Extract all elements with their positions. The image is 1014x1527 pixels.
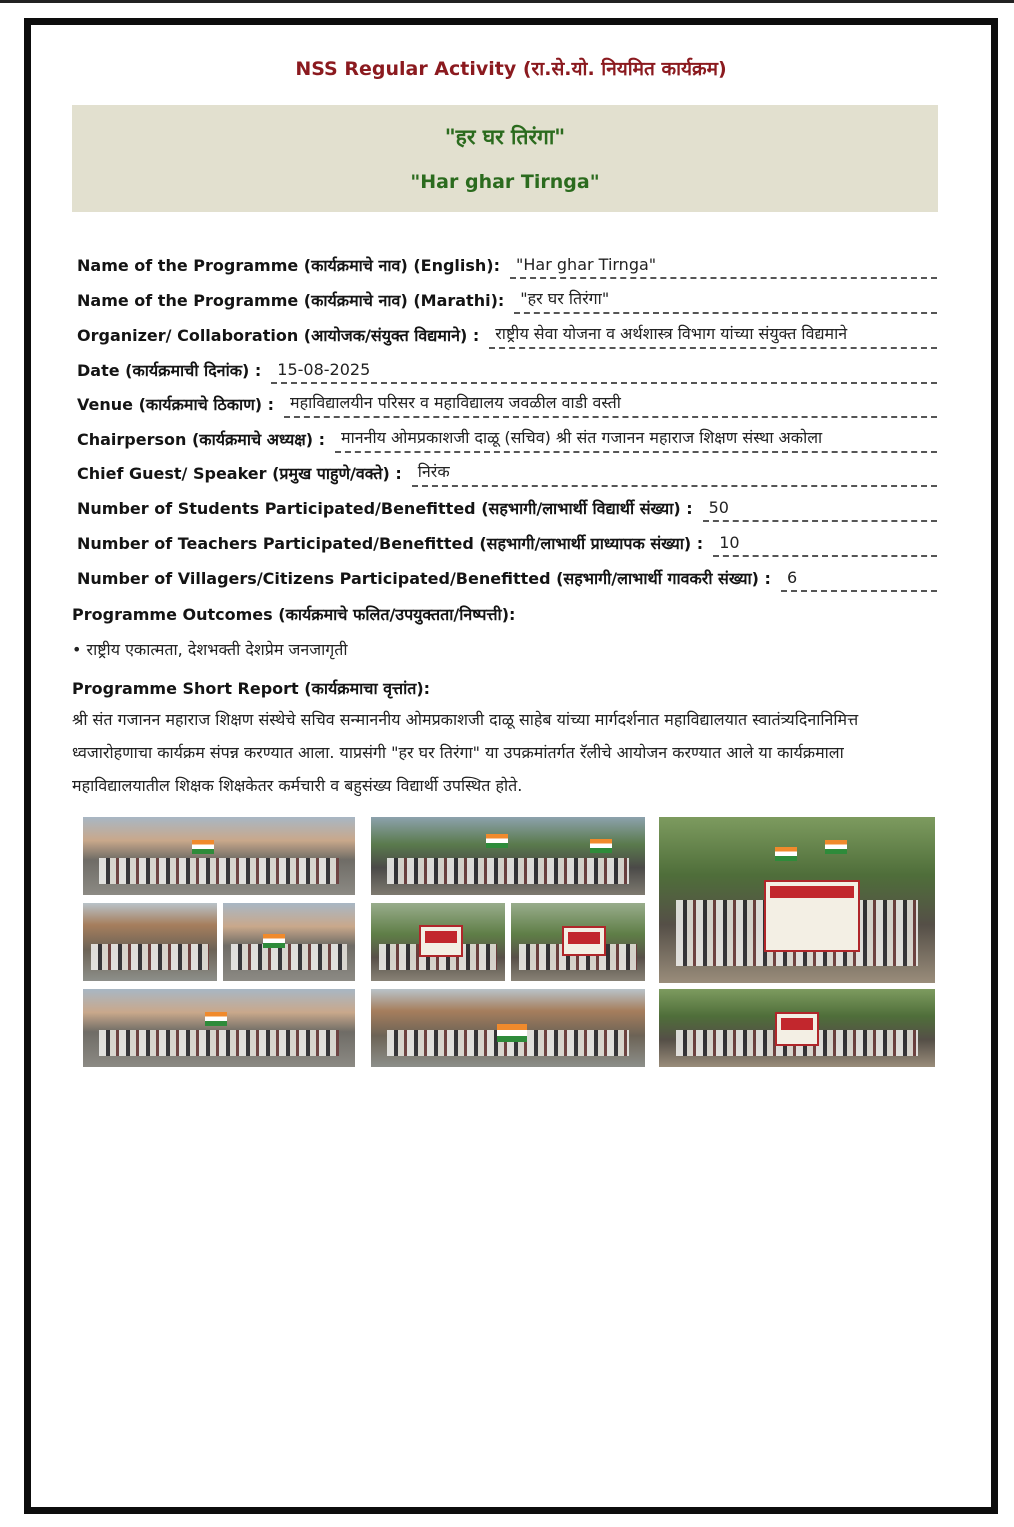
top-rule — [0, 0, 1014, 3]
field-name-marathi — [77, 286, 937, 314]
field-value: महाविद्यालयीन परिसर व महाविद्यालय जवळील वाडी वस्ती — [284, 391, 937, 418]
field-venue — [77, 390, 937, 418]
banner-group-photo-2 — [657, 987, 937, 1069]
field-label: Number of Students Participated/Benefitted (सहभागी/लाभार्थी विद्यार्थी संख्या) : — [77, 499, 693, 518]
banner-title-english: "Har ghar Tirnga" — [410, 171, 600, 193]
field-value: 10 — [713, 533, 937, 557]
field-label: Venue (कार्यक्रमाचे ठिकाण) : — [77, 395, 275, 414]
field-value: 50 — [703, 498, 937, 522]
banner-title-marathi: "हर घर तिरंगा" — [444, 125, 566, 149]
rally-group-photo-1 — [81, 901, 219, 983]
field-value: निरंक — [412, 460, 937, 487]
field-value: 6 — [781, 568, 937, 592]
flag-hoisting-photo-2 — [369, 815, 647, 897]
field-value: राष्ट्रीय सेवा योजना व अर्थशास्त्र विभाग यांच्या संयुक्त विद्यमाने — [489, 322, 937, 349]
flag-hoisting-photo-1 — [81, 815, 357, 897]
field-label: Number of Teachers Participated/Benefitted (सहभागी/लाभार्थी प्राध्यापक संख्या) : — [77, 534, 704, 553]
field-chief-guest — [77, 459, 937, 487]
photo-gallery — [81, 815, 941, 1075]
students-line-photo — [81, 987, 357, 1069]
banner-group-photo-1 — [221, 901, 357, 983]
flag-hoisting-photo-3 — [369, 987, 647, 1069]
report-text: श्री संत गजानन महाराज शिक्षण संस्थेचे सचिव सन्माननीय ओमप्रकाशजी दाळू साहेब यांच्या मार्गदर्शनात महाविद्यालयात स्वातंत्र्यदिनानिमित्त ध्वजारोहणाचा कार्यक्रम संपन्न करण्यात आला. याप्रसंगी "हर घर तिरंगा" या उपक्रमांतर्गत रॅलीचे आयोजन करण्यात आले या कार्यक्रमाला महाविद्यालयातील शिक्षक शिक्षकेतर कर्मचारी व बहुसंख्य विद्यार्थी उपस्थित होते. — [72, 710, 859, 795]
field-date — [77, 356, 937, 384]
rally-group-photo-4 — [657, 815, 937, 985]
field-value: "Har ghar Tirnga" — [510, 255, 937, 279]
field-label: Date (कार्यक्रमाची दिनांक) : — [77, 361, 262, 380]
field-label: Name of the Programme (कार्यक्रमाचे नाव) (Marathi): — [77, 291, 505, 310]
field-value: 15-08-2025 — [271, 360, 937, 384]
field-label: Organizer/ Collaboration (आयोजक/संयुक्त विद्यमाने) : — [77, 326, 480, 345]
report-heading: Programme Short Report (कार्यक्रमाचा वृत्तांत): — [72, 679, 431, 698]
field-value: "हर घर तिरंगा" — [514, 287, 937, 314]
outcomes-heading: Programme Outcomes (कार्यक्रमाचे फलित/उपयुक्तता/निष्पत्ती): — [72, 605, 516, 624]
field-label: Chairperson (कार्यक्रमाचे अध्यक्ष) : — [77, 430, 326, 449]
field-name-english — [77, 251, 937, 279]
page-title: NSS Regular Activity (रा.से.यो. नियमित कार्यक्रम) — [295, 58, 727, 80]
rally-group-photo-3 — [509, 901, 647, 983]
programme-banner — [72, 105, 938, 212]
rally-group-photo-2 — [369, 901, 507, 983]
field-value: माननीय ओमप्रकाशजी दाळू (सचिव) श्री संत गजानन महाराज शिक्षण संस्था अकोला — [335, 426, 937, 453]
document-frame — [24, 18, 998, 1514]
field-label: Number of Villagers/Citizens Participated/Benefitted (सहभागी/लाभार्थी गावकरी संख्या) : — [77, 569, 771, 588]
field-chairperson — [77, 425, 937, 453]
field-teachers-count — [77, 529, 937, 557]
field-label: Name of the Programme (कार्यक्रमाचे नाव) (English): — [77, 256, 501, 275]
field-organizer — [77, 321, 937, 349]
outcome-item: • राष्ट्रीय एकात्मता, देशभक्ती देशप्रेम जनजागृती — [72, 640, 348, 659]
field-students-count — [77, 494, 937, 522]
field-label: Chief Guest/ Speaker (प्रमुख पाहुणे/वक्ते) : — [77, 464, 402, 483]
field-villagers-count — [77, 564, 937, 592]
